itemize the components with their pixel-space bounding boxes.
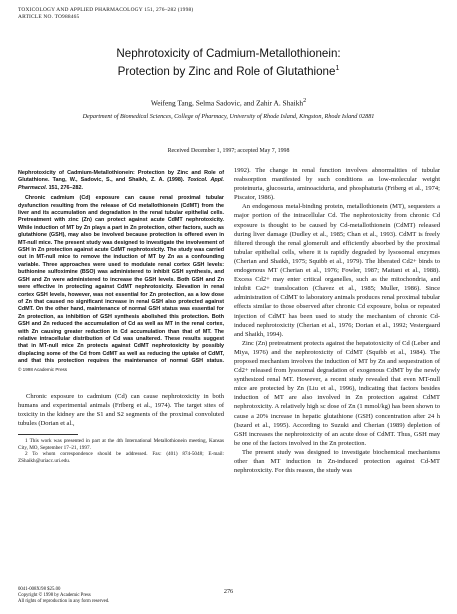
citation-end: 151, 276–282. [48, 184, 84, 191]
title-footnote-mark: 1 [335, 65, 340, 72]
author-footnote-mark: 2 [303, 98, 307, 104]
right-paragraph-1: 1992). The change in renal function involves abnormalities of tubular reabsorption manifested by such conditions as low-molecular weight proteinuria, glucosuria, aminoaciduria, and phosphaturia (Friberg et al., 1974; Piscator, 1986). [234, 167, 440, 202]
citation-journal: Toxicol. Appl. Pharmacol. [18, 177, 224, 191]
issn-price: 0041-008X/98 $25.00 [18, 587, 61, 592]
affiliation: Department of Biomedical Sciences, College of Pharmacy, University of Rhode Island, Kingston, Rhode Island 02881 [82, 113, 375, 120]
copyright-line: Copyright © 1998 by Academic Press [18, 592, 91, 598]
citation-text: Nephrotoxicity of Cadmium-Metallothionein: Protection by Zinc and Role of Glutathione. Tang, W., Sadovic, S., and Shaikh, Z. A. (1998). [18, 170, 224, 184]
right-paragraph-3: Zinc (Zn) pretreatment protects against the hepatotoxicity of Cd (Leber and Miya, 1976) and the nephrotoxicity of CdMT (Squibb et al., 1984). The proposed mechanism involves the induction of MT by Zn and sequestration of Cd2+ released from lysosomal degradation of exogenous CdMT by the newly synthesized renal MT. However, a recent study revealed that even MT-null mice are protected by Zn (Liu et al., 1996), indicating that factors besides induction of MT are also involved in Zn protection against CdMT nephrotoxicity. A relatively high sc dose of Zn (1 mmol/kg) has been shown to cause a 20% increase in hepatic glutathione (GSH) concentration after 24 h (Iszard et al., 1995). According to Suzuki and Cherian (1989) depletion of GSH increases the nephrotoxicity of an acute dose of CdMT. Thus, GSH may be one of the factors involved in the Zn protection. [234, 339, 440, 447]
received-dates: Received December 1, 1997; accepted May 7, 1998 [167, 148, 290, 154]
title-line-2 [0, 61, 457, 79]
rights-line: All rights of reproduction in any form reserved. [18, 598, 110, 604]
article-title [0, 46, 457, 79]
author-list [0, 98, 457, 107]
abstract-body-text: Chronic cadmium (Cd) exposure can cause renal proximal tubular dysfunction resulting from the release of Cd metallothionein (CdMT) from the liver and its accumulation and degradation in the renal tubular epithelial cells. Pretreatment with zinc (Zn) can protect against acute CdMT nephrotoxicity. While induction of MT by Zn plays a part in Zn protection, other factors, such as glutathione (GSH), may also be involved because protection is offered even in MT-null mice. The present study was designed to investigate the involvement of GSH in Zn protection against acute CdMT nephrotoxicity. The study was carried out in MT-null mice to remove the induction of MT by Zn as a confounding variable. Three approaches were used to modulate renal cortex GSH levels: buthionine sulfoximine (BSO) was administered to inhibit GSH synthesis, and GSH and Zn were administered to increase the GSH levels. Both GSH and Zn were effective in protecting against CdMT nephrotoxicity. Elevation in renal cortex GSH levels, however, was not essential for Zn protection, as a low dose of Zn that caused no significant increase in renal GSH also protected against CdMT. On the other hand, maintenance of normal GSH status was essential for Zn protection, as inhibition of GSH synthesis abolished this protection. Both GSH and Zn reduced the accumulation of Cd as well as MT in the renal cortex, with Zn causing greater reduction in Cd accumulation than that of MT. The relative intracellular distribution of Cd was unaltered. These results suggest that in MT-null mice Zn protects against CdMT nephrotoxicity by possibly displacing some of the Cd from CdMT as well as reducing the uptake of CdMT, and that this protection requires the maintenance of normal GSH status. [18, 195, 224, 365]
abstract [18, 170, 224, 374]
right-paragraph-2: An endogenous metal-binding protein, metallothionein (MT), sequesters a major portion of the intracellular Cd. The nephrotoxicity from chronic Cd exposure is thought to be caused by Cd-metallothionein (CdMT) released during liver damage (Dudley et al., 1985; Chan et al., 1993). CdMT is freely filtered through the renal glomeruli and efficiently absorbed by the proximal tubular epithelial cells, where it is rapidly degraded by lysosomal enzymes (Cherian and Shaikh, 1975; Squibb et al., 1979). The liberated Cd2+ binds to endogenous MT (Cherian et al., 1976; Fowler, 1987; Maitani et al., 1988). Excess Cd2+ may enter critical organelles, such as the mitochondria, and inhibit Ca2+ translocation (Chavez et al., 1985; Muller, 1986). Since administration of CdMT to laboratory animals produces renal proximal tubular effects similar to those observed after chronic Cd exposure, bolus or repeated injection of CdMT has been used to study the mechanism of chronic Cd-induced nephrotoxicity (Cherian et al., 1976; Dorian et al., 1992; Vestergaard and Shaikh, 1994). [234, 203, 440, 338]
intro-text: Chronic exposure to cadmium (Cd) can cause nephrotoxicity in both humans and experimental animals (Friberg et al., 1974). The target sites of toxicity in the kidney are the S1 and S2 segments of the proximal convoluted tubules (Dorian et al., [18, 392, 224, 427]
article-number: ARTICLE NO. TO988465 [18, 14, 80, 20]
right-column [234, 166, 440, 475]
page-number: 276 [223, 588, 234, 595]
title-line-2-text: Protection by Zinc and Role of Glutathione [117, 64, 336, 78]
abstract-citation [18, 170, 224, 192]
introduction-paragraph [18, 392, 224, 428]
abstract-copyright: © 1998 Academic Press [18, 366, 68, 372]
footnote-1: 1 This work was presented in part at the 4th International Metallothionein meeting, Kansas City, MO, September 17–21, 1997. [18, 437, 224, 451]
running-header [18, 7, 193, 21]
journal-line: TOXICOLOGY AND APPLIED PHARMACOLOGY 151, 276–282 (1998) [18, 7, 194, 13]
title-line-1: Nephrotoxicity of Cadmium-Metallothionein: [116, 47, 341, 60]
footnote-2: 2 To whom correspondence should be addressed. Fax: (401) 874-5048; E-mail: ZShaikh@uriacc.uri.edu. [18, 451, 224, 464]
left-column [18, 170, 224, 464]
author-names: Weifeng Tang, Selma Sadovic, and Zahir A. Shaikh [150, 98, 304, 108]
abstract-body [18, 195, 224, 374]
right-paragraph-4: The present study was designed to investigate biochemical mechanisms other than MT induction in Zn-induced protection against Cd-MT nephrotoxicity. For this reason, the study was [234, 448, 440, 475]
footnote-divider [18, 434, 78, 435]
